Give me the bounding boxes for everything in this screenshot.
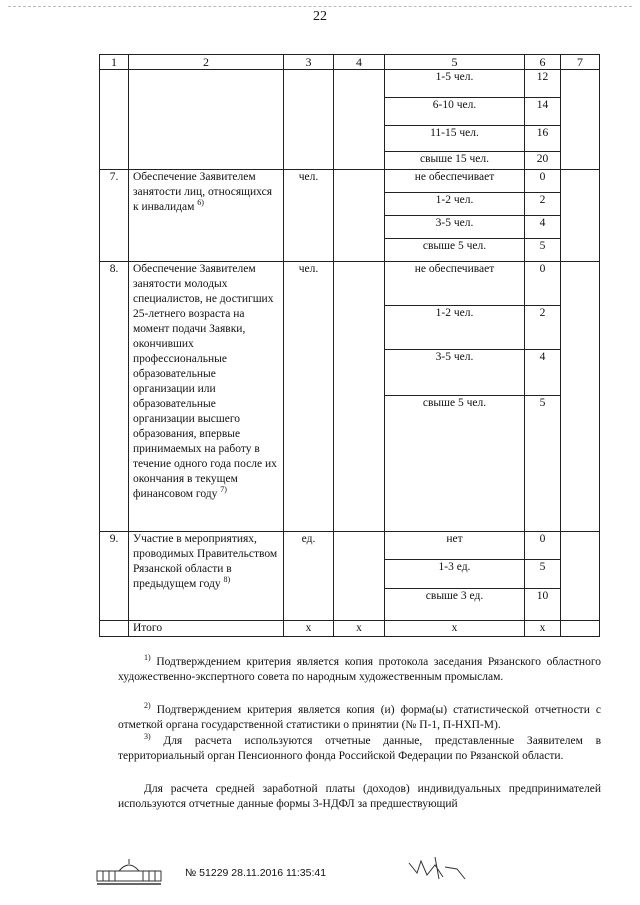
total-cell: х: [284, 621, 334, 637]
option-label: свыше 15 чел.: [385, 152, 525, 170]
total-cell: х: [525, 621, 561, 637]
table-row: [100, 532, 600, 560]
option-label: 1-3 ед.: [385, 560, 525, 589]
option-score: 5: [525, 239, 561, 262]
option-score: 2: [525, 193, 561, 216]
option-score: 16: [525, 126, 561, 152]
col-header: 1: [100, 55, 129, 70]
row-number: 8.: [100, 262, 129, 532]
criterion-text: Участие в мероприятиях, проводимых Правительством Рязанской области в предыдущем году $^{8)}$: [129, 532, 284, 621]
criteria-table: [99, 54, 600, 637]
option-score: 5: [525, 560, 561, 589]
col-header: 6: [525, 55, 561, 70]
option-label: 3-5 чел.: [385, 216, 525, 239]
option-label: 1-5 чел.: [385, 70, 525, 98]
col-header: 7: [561, 55, 600, 70]
page-number: 22: [313, 9, 327, 24]
option-label: не обеспечивает: [385, 262, 525, 306]
option-label: 1-2 чел.: [385, 193, 525, 216]
option-label: свыше 3 ед.: [385, 589, 525, 621]
total-row: [100, 621, 600, 637]
option-label: свыше 5 чел.: [385, 239, 525, 262]
option-label: 6-10 чел.: [385, 98, 525, 126]
option-label: нет: [385, 532, 525, 560]
header-row: [100, 55, 600, 70]
option-score: 5: [525, 396, 561, 532]
table-row: [100, 70, 600, 98]
option-score: 2: [525, 306, 561, 350]
building-emblem-icon: [95, 857, 165, 887]
option-score: 0: [525, 170, 561, 193]
criterion-text: Обеспечение Заявителем занятости лиц, относящихся к инвалидам $^{6)}$: [129, 170, 284, 262]
unit: чел.: [284, 170, 334, 262]
option-score: 4: [525, 216, 561, 239]
top-rule: [8, 6, 632, 7]
total-cell: х: [334, 621, 385, 637]
option-score: 14: [525, 98, 561, 126]
col-header: 4: [334, 55, 385, 70]
footnote-4: Для расчета средней заработной платы (доходов) индивидуальных предпринимателей используются отчетные данные формы 3-НДФЛ за предшествующий: [118, 783, 601, 810]
option-label: 11-15 чел.: [385, 126, 525, 152]
criterion-text: Обеспечение Заявителем занятости молодых специалистов, не достигших 25-летнего возраста на момент подачи Заявки, окончивших профессиональные образовательные организации или образовательные организации высшего образования, впервые принимаемых на работу в течение одного года после их окончания в текущем финансовом году $^{7)}$: [129, 262, 284, 532]
total-cell: х: [385, 621, 525, 637]
option-label: 1-2 чел.: [385, 306, 525, 350]
table-row: [100, 262, 600, 306]
total-label: Итого: [129, 621, 284, 637]
row-number: 7.: [100, 170, 129, 262]
col-header: 5: [385, 55, 525, 70]
option-score: 10: [525, 589, 561, 621]
col-header: 3: [284, 55, 334, 70]
unit: ед.: [284, 532, 334, 621]
option-label: не обеспечивает: [385, 170, 525, 193]
option-label: свыше 5 чел.: [385, 396, 525, 532]
row-number: 9.: [100, 532, 129, 621]
footnote-3: $^{3)}$ Для расчета используются отчетные данные, представленные Заявителем в территориальный орган Пенсионного фонда Российской Федерации по Рязанской области.: [118, 732, 602, 762]
option-score: 20: [525, 152, 561, 170]
table-row: [100, 170, 600, 193]
footnote-2: $^{2)}$ Подтверждением критерия является копия (и) форма(ы) статистической отчетности с отметкой органа государственной статистики о принятии (№ П-1, П-НХП-М).: [118, 701, 601, 731]
unit: чел.: [284, 262, 334, 532]
option-score: 0: [525, 262, 561, 306]
col-header: 2: [129, 55, 284, 70]
signature-icon: [405, 853, 475, 883]
footnote-1: $^{1)}$ Подтверждением критерия является копия протокола заседания Рязанского областного художественно-экспертного совета по народным художественным промыслам.: [118, 653, 602, 683]
option-score: 4: [525, 350, 561, 396]
option-score: 0: [525, 532, 561, 560]
footer: [95, 857, 615, 887]
document-id: № 51229 28.11.2016 11:35:41: [185, 867, 327, 879]
option-score: 12: [525, 70, 561, 98]
option-label: 3-5 чел.: [385, 350, 525, 396]
